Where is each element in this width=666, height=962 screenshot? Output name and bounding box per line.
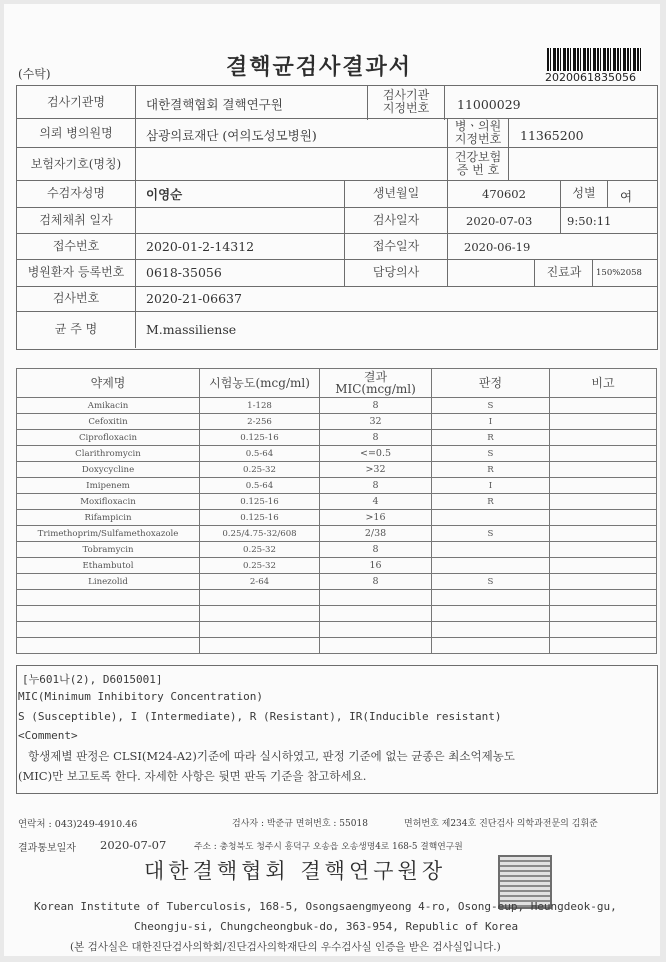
concentration-cell: 1-128: [200, 398, 320, 414]
test-date-value: 2020-07-03: [466, 214, 533, 228]
interpretation-cell: R: [432, 430, 550, 446]
drug-name-cell: Clarithromycin: [17, 446, 200, 462]
table-row: [17, 398, 657, 414]
drug-name-cell: Linezolid: [17, 574, 200, 590]
drug-name-cell: Ethambutol: [17, 558, 200, 574]
mic-result-cell: 4: [320, 494, 432, 510]
concentration-cell: 0.125-16: [200, 494, 320, 510]
mic-result-cell: >32: [320, 462, 432, 478]
remarks-cell: [550, 462, 657, 478]
remarks-cell: [550, 622, 657, 638]
mic-result-cell: 8: [320, 574, 432, 590]
mic-result-cell: 8: [320, 430, 432, 446]
test-time-value: 9:50:11: [567, 214, 612, 228]
remarks-cell: [550, 414, 657, 430]
drug-name-cell: [17, 590, 200, 606]
remarks-cell: [550, 606, 657, 622]
col-header-drug: 약제명: [17, 369, 200, 398]
mic-result-cell: [320, 606, 432, 622]
drug-susceptibility-table: [16, 368, 657, 654]
sampling-date-label: 검체채취 일자: [39, 213, 113, 227]
mic-result-cell: 2/38: [320, 526, 432, 542]
sex-label: 성별: [572, 186, 596, 200]
mic-result-cell: [320, 590, 432, 606]
table-row: [17, 590, 657, 606]
table-header-row: [17, 369, 657, 398]
drug-name-cell: Moxifloxacin: [17, 494, 200, 510]
drug-name-cell: Rifampicin: [17, 510, 200, 526]
mic-result-cell: 8: [320, 398, 432, 414]
patient-name-value: 이영순: [146, 187, 183, 202]
address-info: 주소 : 충청북도 청주시 흥덕구 오송읍 오송생명4로 168-5 결핵연구원: [194, 842, 463, 852]
lab-name-label: 검사기관명: [47, 95, 105, 109]
notes-code: [누601나(2), D6015001]: [22, 673, 163, 686]
english-address-line2: Cheongju-si, Chungcheongbuk-do, 363-954, Republic of Korea: [134, 920, 519, 933]
concentration-cell: 0.25-32: [200, 462, 320, 478]
remarks-cell: [550, 478, 657, 494]
interpretation-cell: I: [432, 478, 550, 494]
remarks-cell: [550, 494, 657, 510]
concentration-cell: 2-256: [200, 414, 320, 430]
examiner-info: 검사자 : 박준규 면허번호 : 55018: [232, 819, 368, 829]
remarks-cell: [550, 542, 657, 558]
interpretation-cell: [432, 510, 550, 526]
table-row: [17, 478, 657, 494]
sex-value: 여: [620, 189, 633, 204]
remarks-cell: [550, 398, 657, 414]
interpretation-cell: S: [432, 574, 550, 590]
remarks-cell: [550, 638, 657, 654]
table-row: [17, 462, 657, 478]
table-row: [17, 558, 657, 574]
drug-name-cell: [17, 606, 200, 622]
mic-result-cell: [320, 638, 432, 654]
department-value: 150%2058: [596, 268, 642, 278]
interpretation-cell: R: [432, 462, 550, 478]
concentration-cell: 0.25-32: [200, 558, 320, 574]
test-number-value: 2020-21-06637: [146, 291, 242, 306]
patient-name-label: 수검자성명: [47, 186, 105, 200]
interpretation-cell: S: [432, 398, 550, 414]
test-number-label: 검사번호: [52, 291, 100, 305]
concentration-cell: 0.5-64: [200, 478, 320, 494]
mic-result-cell: [320, 622, 432, 638]
concentration-cell: [200, 622, 320, 638]
certification-note: (본 검사실은 대한진단검사의학회/진단검사의학재단의 우수검사실 인증을 받은 검사실입니다.): [70, 941, 501, 953]
remarks-cell: [550, 510, 657, 526]
mic-result-cell: 16: [320, 558, 432, 574]
table-row: [17, 574, 657, 590]
remarks-cell: [550, 430, 657, 446]
notes-comment-heading: <Comment>: [18, 729, 78, 742]
table-row: [17, 542, 657, 558]
drug-name-cell: Imipenem: [17, 478, 200, 494]
doctor-license: 면허번호 제234호 진단검사 의학과전문의 김휘준: [404, 819, 598, 829]
drug-name-cell: Trimethoprim/Sulfamethoxazole: [17, 526, 200, 542]
barcode-number: 2020061835056: [545, 71, 636, 84]
table-row: [17, 622, 657, 638]
interpretation-cell: [432, 558, 550, 574]
interpretation-cell: I: [432, 414, 550, 430]
report-date-label: 결과통보일자: [18, 843, 76, 854]
remarks-cell: [550, 446, 657, 462]
hospital-name-label: 의뢰 병의원명: [39, 126, 113, 140]
table-row: [17, 526, 657, 542]
interpretation-cell: [432, 542, 550, 558]
mic-result-cell: 8: [320, 478, 432, 494]
interpretation-cell: R: [432, 494, 550, 510]
barcode: [547, 48, 643, 71]
drug-name-cell: Ciprofloxacin: [17, 430, 200, 446]
interpretation-cell: [432, 606, 550, 622]
table-row: [17, 430, 657, 446]
insurance-number-label: 건강보험 증 번 호: [454, 150, 502, 177]
hospital-id-label: 병ㆍ의원 지정번호: [454, 119, 502, 146]
drug-name-cell: [17, 638, 200, 654]
interpretation-cell: [432, 590, 550, 606]
birthdate-label: 생년월일: [372, 186, 420, 200]
report-date-value: 2020-07-07: [100, 838, 167, 852]
col-header-concentration: 시험농도(mcg/ml): [200, 369, 320, 398]
interpretation-cell: [432, 638, 550, 654]
receipt-number-value: 2020-01-2-14312: [146, 239, 255, 254]
notes-comment-line2: (MIC)만 보고토록 한다. 자세한 사항은 뒷면 판독 기준을 참고하세요.: [18, 769, 367, 783]
col-header-interpretation: 판정: [432, 369, 550, 398]
strain-name-value: M.massiliense: [146, 322, 237, 337]
col-header-mic: 결과 MIC(mcg/ml): [320, 369, 432, 398]
table-row: [17, 414, 657, 430]
concentration-cell: 0.25/4.75-32/608: [200, 526, 320, 542]
concentration-cell: [200, 606, 320, 622]
report-page: [4, 4, 660, 956]
interpretation-cell: S: [432, 446, 550, 462]
concentration-cell: 0.5-64: [200, 446, 320, 462]
physician-label: 담당의사: [372, 265, 420, 279]
concentration-cell: 0.125-16: [200, 430, 320, 446]
concentration-cell: 0.125-16: [200, 510, 320, 526]
drug-name-cell: Tobramycin: [17, 542, 200, 558]
drug-name-cell: Amikacin: [17, 398, 200, 414]
interpretation-cell: S: [432, 526, 550, 542]
contact-info: 연락처 : 043)249-4910.46: [18, 819, 138, 830]
concentration-cell: 0.25-32: [200, 542, 320, 558]
birthdate-value: 470602: [482, 187, 526, 201]
table-row: [17, 494, 657, 510]
concentration-cell: [200, 638, 320, 654]
notes-comment-line1: 항생제별 판정은 CLSI(M24-A2)기준에 따라 실시하였고, 판정 기준에 없는 균종은 최소억제농도: [28, 749, 515, 763]
remarks-cell: [550, 526, 657, 542]
lab-id-value: 11000029: [457, 97, 521, 112]
notes-mic-definition: MIC(Minimum Inhibitory Concentration): [18, 690, 264, 703]
patient-registration-value: 0618-35056: [146, 265, 222, 280]
notes-legend: S (Susceptible), I (Intermediate), R (Resistant), IR(Inducible resistant): [18, 710, 502, 723]
remarks-cell: [550, 558, 657, 574]
department-label: 진료과: [546, 265, 582, 279]
insurer-code-label: 보험자기호(명칭): [30, 157, 122, 171]
consignment-tag: (수탁): [18, 67, 51, 81]
concentration-cell: [200, 590, 320, 606]
lab-name-value: 대한결핵협회 결핵연구원: [146, 97, 283, 112]
receipt-number-label: 접수번호: [52, 239, 100, 253]
strain-name-label: 균 주 명: [54, 322, 98, 336]
remarks-cell: [550, 590, 657, 606]
page-title: 결핵균검사결과서: [226, 54, 413, 80]
lab-id-label: 검사기관 지정번호: [382, 88, 430, 115]
mic-result-cell: <=0.5: [320, 446, 432, 462]
patient-registration-label: 병원환자 등록번호: [27, 265, 125, 279]
hospital-id-value: 11365200: [520, 128, 584, 143]
hospital-name-value: 삼광의료재단 (여의도성모병원): [146, 128, 317, 143]
institute-name: 대한결핵협회 결핵연구원장: [144, 859, 447, 883]
table-row: [17, 510, 657, 526]
mic-result-cell: 32: [320, 414, 432, 430]
mic-result-cell: >16: [320, 510, 432, 526]
english-address-line1: Korean Institute of Tuberculosis, 168-5, Osongsaengmyeong 4-ro, Osong-eup, Heungdeok-gu,: [34, 900, 617, 913]
table-row: [17, 638, 657, 654]
col-header-remarks: 비고: [550, 369, 657, 398]
table-row: [17, 446, 657, 462]
receipt-date-value: 2020-06-19: [464, 240, 531, 254]
remarks-cell: [550, 574, 657, 590]
drug-name-cell: [17, 622, 200, 638]
receipt-date-label: 접수일자: [372, 239, 420, 253]
test-date-label: 검사일자: [372, 213, 420, 227]
concentration-cell: 2-64: [200, 574, 320, 590]
table-row: [17, 606, 657, 622]
drug-name-cell: Cefoxitin: [17, 414, 200, 430]
mic-result-cell: 8: [320, 542, 432, 558]
drug-name-cell: Doxycycline: [17, 462, 200, 478]
interpretation-cell: [432, 622, 550, 638]
